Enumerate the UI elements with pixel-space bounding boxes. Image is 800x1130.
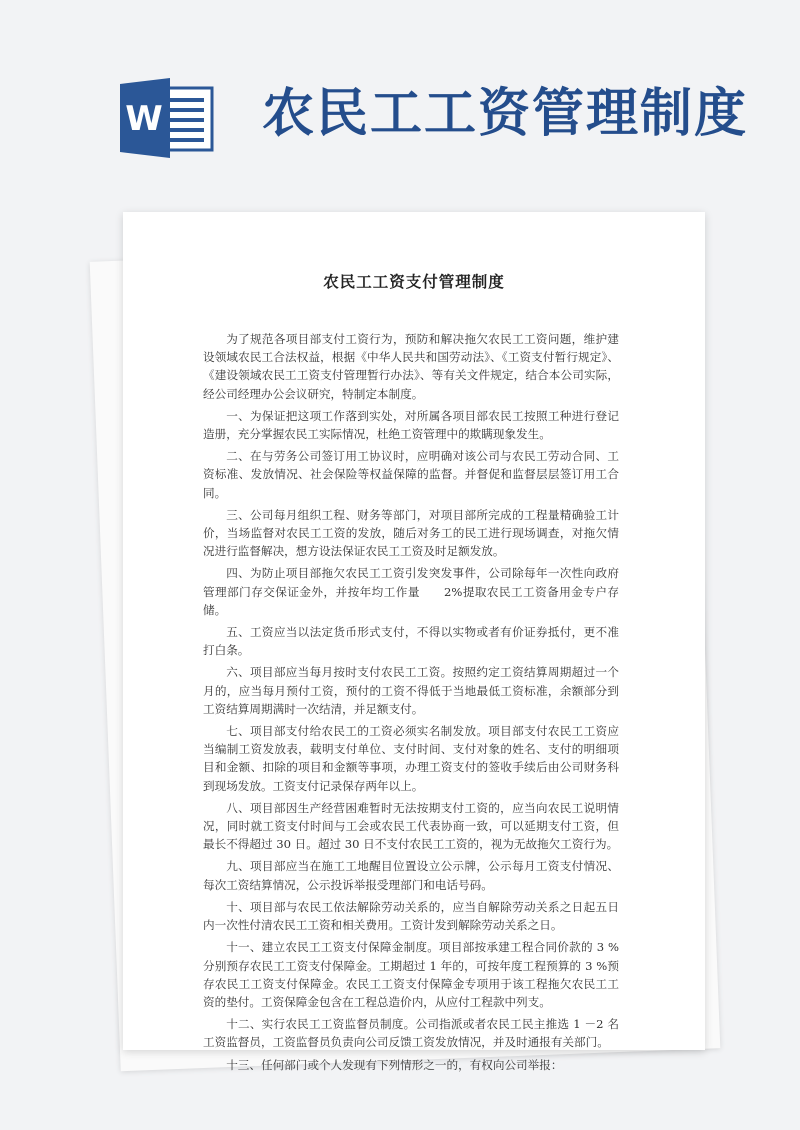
paragraph: 十二、实行农民工工资监督员制度。公司指派或者农民工民主推选 1 －2 名工资监督员，工资监督员负责向公司反馈工资发放情况，并及时通报有关部门。: [203, 1017, 619, 1050]
paragraph: 一、为保证把这项工作落到实处，对所属各项目部农民工按照工种进行登记造册，充分掌握农民工实际情况，杜绝工资管理中的欺瞒现象发生。: [203, 408, 619, 442]
paragraph: 三、公司每月组织工程、财务等部门，对项目部所完成的工程量精确验工计价，当场监督对农民工工资的发放，随后对务工的民工进行现场调查，对拖欠情况进行监督解决，想方设法保证农民工工资及时足额发放。: [203, 507, 619, 559]
paragraph: 十三、任何部门或个人发现有下列情形之一的，有权向公司举报：: [226, 1057, 563, 1072]
paragraph: 十、项目部与农民工依法解除劳动关系的，应当自解除劳动关系之日起五日内一次性付清农民工工资和相关费用。工资计发到解除劳动关系之日。: [203, 899, 619, 933]
word-icon: [118, 78, 214, 158]
paragraph: 为了规范各项目部支付工资行为，预防和解决拖欠农民工工资问题，维护建设领域农民工合法权益，根据《中华人民共和国劳动法》、《工资支付暂行规定》、《建设领域农民工工资支付管理暂行办法》、等有关文件规定，结合本公司实际，经公司经理办公会议研究，特制定本制度。: [203, 332, 619, 401]
document-title: 农民工工资支付管理制度: [323, 272, 505, 291]
paragraph: 七、项目部支付给农民工的工资必须实名制发放。项目部支付农民工工资应当编制工资发放表，载明支付单位、支付时间、支付对象的姓名、支付的明细项目和金额、扣除的项目和金额等事项，办理工资支付的签收手续后由公司财务科到现场发放。工资支付记录保存两年以上。: [203, 724, 619, 793]
paragraph: 五、工资应当以法定货币形式支付，不得以实物或者有价证券抵付，更不准打白条。: [203, 625, 619, 658]
banner-header: [0, 0, 800, 200]
banner-title: 农民工工资管理制度: [262, 84, 749, 144]
logo-letter: W: [125, 99, 163, 139]
paragraph: 六、项目部应当每月按时支付农民工工资。按照约定工资结算周期超过一个月的，应当每月预付工资，预付的工资不得低于当地最低工资标准，余额部分到工资结算周期满时一次结清，并足额支付。: [203, 665, 619, 716]
paragraph: 八、项目部因生产经营困难暂时无法按期支付工资的，应当向农民工说明情况，同时就工资支付时间与工会或农民工代表协商一致，可以延期支付工资，但最长不得超过 30 日。超过 30 日不支付农民工工资的，视为无故拖欠工资行为。: [203, 800, 619, 852]
paragraph: 十一、建立农民工工资支付保障金制度。项目部按承建工程合同价款的 3 %分别预存农民工工资支付保障金。工期超过 1 年的，可按年度工程预算的 3 %预存农民工工资支付保障金。农民工工资支付保障金专项用于该工程拖欠农民工工资的垫付。工资保障金包含在工程总造价内，从应付工程款中列支。: [203, 940, 619, 1009]
paragraph: 四、为防止项目部拖欠农民工工资引发突发事件，公司除每年一次性向政府管理部门存交保证金外，并按年均工作量 2%提取农民工工资备用金专户存储。: [203, 566, 619, 617]
document-page: [123, 212, 705, 1072]
paragraph: 九、项目部应当在施工工地醒目位置设立公示牌，公示每月工资支付情况、每次工资结算情况，公示投诉举报受理部门和电话号码。: [203, 859, 619, 892]
paragraph: 二、在与劳务公司签订用工协议时，应明确对该公司与农民工劳动合同、工资标准、发放情况、社会保险等权益保障的监督。并督促和监督层层签订用工合同。: [203, 449, 619, 500]
document-body: [203, 330, 619, 1078]
